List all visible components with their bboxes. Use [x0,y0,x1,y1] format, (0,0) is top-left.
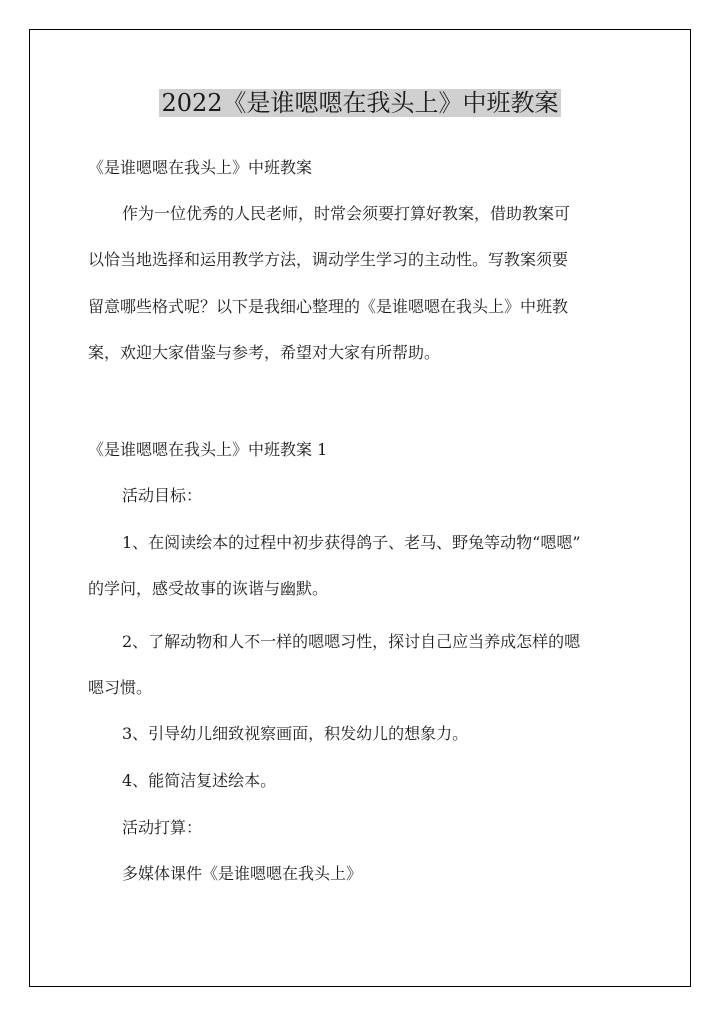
document-title: 2022《是谁嗯嗯在我头上》中班教案 [161,89,559,117]
intro-line-3: 留意哪些格式呢？以下是我细心整理的《是谁嗯嗯在我头上》中班教 [88,297,569,316]
goal-3: 3、引导幼儿细致视察画面，积发幼儿的想象力。 [122,724,469,743]
intro-line-2: 以恰当地选择和运用教学方法，调动学生学习的主动性。写教案须要 [88,250,569,269]
intro-line-4: 案，欢迎大家借鉴与参考，希望对大家有所帮助。 [88,343,441,362]
goal-1-line-1: 1、在阅读绘本的过程中初步获得鸽子、老马、野兔等动物“嗯嗯” [122,533,581,552]
intro-line-1: 作为一位优秀的人民老师，时常会须要打算好教案，借助教案可 [122,204,571,223]
preparation-heading: 活动打算： [122,818,203,837]
goal-2-line-2: 嗯习惯。 [88,678,153,697]
subtitle-line: 《是谁嗯嗯在我头上》中班教案 [88,158,313,177]
preparation-item: 多媒体课件《是谁嗯嗯在我头上》 [122,864,363,883]
section-heading: 《是谁嗯嗯在我头上》中班教案 1 [88,440,328,459]
goal-1-line-2: 的学问，感受故事的诙谐与幽默。 [88,579,329,598]
document-title-wrapper [0,84,720,122]
goal-2-line-1: 2、了解动物和人不一样的嗯嗯习性，探讨自己应当养成怎样的嗯 [122,632,581,651]
goal-4: 4、能简洁复述绘本。 [122,771,277,790]
goals-heading: 活动目标： [122,486,203,505]
